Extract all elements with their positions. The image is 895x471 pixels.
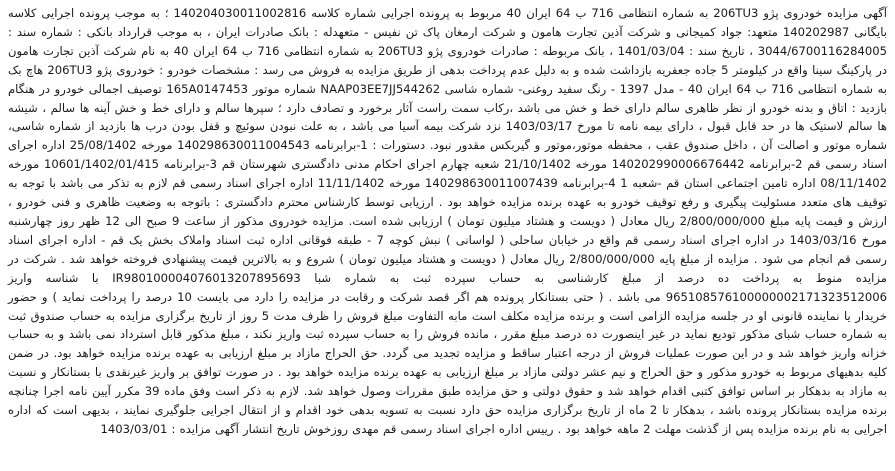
auction-notice-text: آگهی مزایده خودروی پژو 206TU3 به شماره انتظامی 716 ب 64 ایران 40 مربوط به پرونده اجرایی شماره کلاسه 140204030011002816 ؛ به موجب پرونده اجرایی کلاسه بایگانی 140202987 متعهد: جواد کمیجانی و شرکت آذین تجارت هامون و شرکت ارمغان پاک تن نفیس - متعهدله : بانک صادرات ایران ، به موجب قرارداد بانکی : شماره سند : 3044/6700116284005 ، تاریخ سند : 1401/03/04 ، بانک مربوطه : صادرات خودروی پژو 206TU3 به شماره انتظامی 716 ب 64 ایران 40 به نام شرکت آذین تجارت هامون در پارکینگ سینا واقع در کیلومتر 5 جاده جعفریه بازداشت شده و به دلیل عدم پرداخت بدهی از طریق مزایده به فروش می رسد : مشخصات خودرو : خودروی پژو 206TU3 هاچ بک به شماره انتظامی 716 ب 64 ایران 40 - مدل 1397 - رنگ سفید روغنی- شماره شاسی NAAP03EE7JJ544262 شماره موتور 165A0147453 توصیف اجمالی خودرو در هنگام بازدید : اتاق و بدنه خودرو از نظر ظاهری سالم دارای خط و خش می باشد ،رکاب سمت راست آثار برخورد و تصادف دارد ؛ سپرها سالم و دارای خط و خش آینه ها سالم ، شیشه ها سالم لاستیک ها در حد قابل قبول ، دارای بیمه نامه تا مورخ 1403/03/17 نزد شرکت بیمه آسیا می باشد ، به علت نبودن سوئیچ و قفل بودن درب ها بازدید از شماره شاسی، شماره موتور و اصالت آن ، داخل صندوق عقب ، محفظه موتور،موتور و گیربکس مقدور نبود. دستورات : 1-برابرنامه 140298630011004543 مورخه 25/08/1402 اداره اجرای اسناد رسمی قم 2-برابرنامه 140202990006676442 مورخه 21/10/1402 شعبه چهارم اجرای احکام مدنی دادگستری شهرستان قم 3-برابرنامه 10601/1402/01/415 مورخه 08/11/1402 اداره تامین اجتماعی استان قم -شعبه 1 4-برابرنامه 140298630011007439 مورخه 11/11/1402 اداره اجرای اسناد رسمی قم لازم به تذکر می باشد با توجه به توقیف های متعدد مسئولیت پیگیری و رفع توقیف خودرو به عهده برنده مزایده خواهد بود . ارزیابی توسط کارشناس محترم دادگستری : باتوجه به وضعیت ظاهری و فنی خودرو ، ارزش و قیمت پایه مبلغ 2/800/000/000 ریال معادل ( دویست و هشتاد میلیون تومان ) ارزیابی شده است. مزایده خودروی مذکور از ساعت 9 صبح الی 12 ظهر روز چهارشنبه مورخ 1403/03/16 در اداره اجرای اسناد رسمی قم واقع در خیابان ساحلی ( لواسانی ) نبش کوچه 7 - طبقه فوقانی اداره ثبت اسناد واملاک بخش یک قم - اداره اجرای اسناد رسمی قم انجام می شود . مزایده از مبلغ پایه 2/800/000/000 ریال معادل ( دویست و هشتاد میلیون تومان ) شروع و به بالاترین قیمت پیشنهادی فروخته خواهد شد . شرکت در مزایده منوط به پرداخت ده درصد از مبلغ کارشناسی به حساب سپرده ثبت به شماره شبا IR980100004076013207895693 با شناسه واریز 965108576100000002171323512006 می باشد . ( حتی بستانکار پرونده هم اگر قصد شرکت و رقابت در مزایده را دارد می بایست 10 درصد را پرداخت نماید ) و حضور خریدار یا نماینده قانونی او در جلسه مزایده الزامی است و برنده مزایده مکلف است مابه التفاوت مبلغ فروش را ظرف مدت 5 روز از تاریخ برگزاری مزایده به حساب صندوق ثبت به شماره حساب شبای مذکور تودیع نماید در غیر اینصورت ده درصد مبلغ مقرر ، مانده فروش را به حساب سپرده ثبت واریز نکند ، مبلغ مذکور قابل استرداد نمی باشد و به حساب خزانه واریز خواهد شد و در این صورت عملیات فروش از درجه اعتبار ساقط و مزایده تجدید می گردد. حق الحراج مازاد بر مبلغ ارزیابی به عهده برنده مزایده خواهد بود. در ضمن کلیه بدهیهای مربوط به خودرو مذکور و حق الحراج و نیم عشر دولتی مازاد بر مبلغ ارزیابی به عهده برنده مزایده خواهد بود . در صورت توافق بر واریز غیرنقدی با بستانکار و نسبت به مازاد به بدهکار بر اساس توافق کتبی اقدام خواهد شد و حقوق دولتی و حق مزایده طبق مقررات وصول خواهد شد. لازم به ذکر است وفق ماده 39 مکرر آیین نامه اجرا چنانچه برنده مزایده بستانکار پرونده باشد ، بدهکار تا 2 ماه از تاریخ برگزاری مزایده حق دارد نسبت به تسویه بدهی خود اقدام و از انتقال اجرایی جلوگیری نمایند ، بدیهی است که اداره اجرایی به نام برنده مزایده پس از گذشت مهلت 2 ماهه خواهد بود . رییس اداره اجرای اسناد رسمی قم مهدی روزخوش تاریخ انتشار آگهی مزایده : 1403/03/01 [8, 6, 888, 436]
